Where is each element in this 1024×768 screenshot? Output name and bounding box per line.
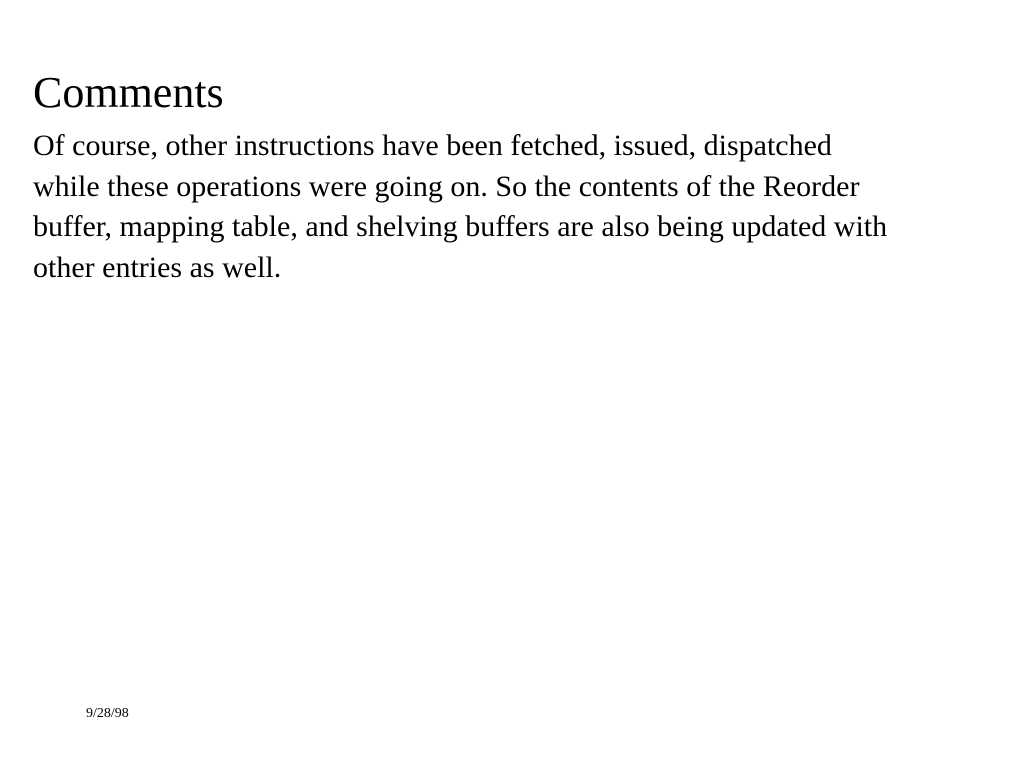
page-title: Comments — [33, 68, 224, 118]
slide-body-text: Of course, other instructions have been fetched, issued, dispatched while these operations were going on. So the contents of the Reorder buffer, mapping table, and shelving buffers are also being updated with other entries as well. — [33, 129, 888, 284]
slide-date: 9/28/98 — [86, 706, 129, 721]
